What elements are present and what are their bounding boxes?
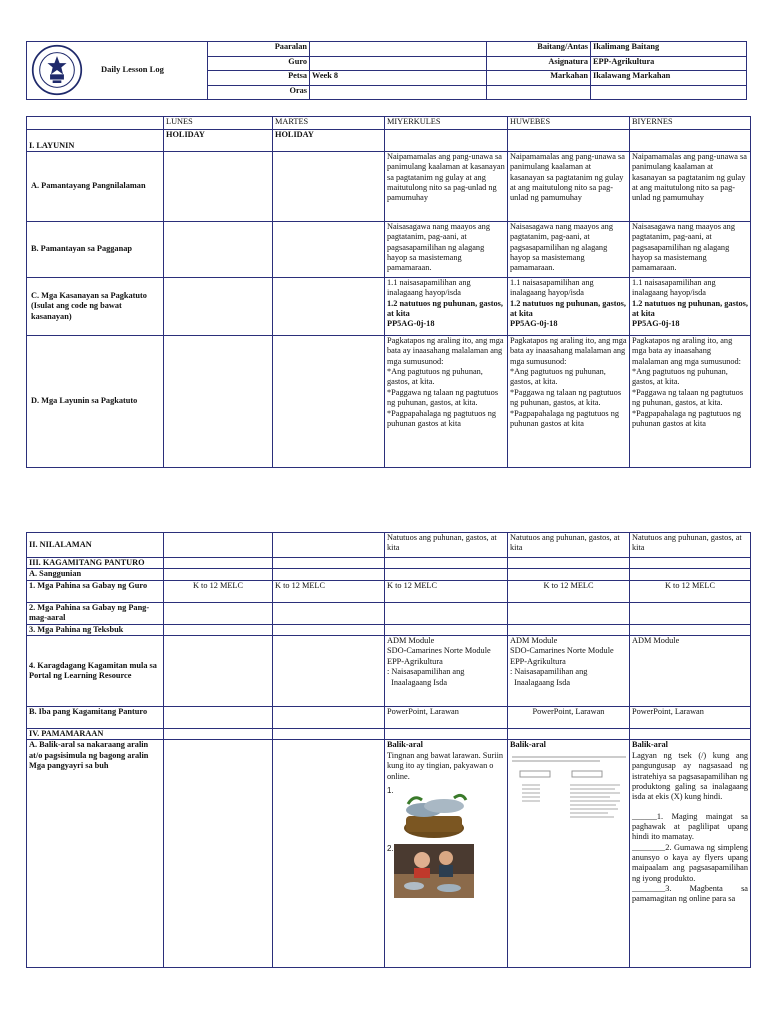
resource-line: ADM Module xyxy=(510,636,558,646)
checklist-item: ______1. Maging maingat sa paghawak at paglilipat upang hindi ito mamatay. xyxy=(632,811,748,842)
empty-cell xyxy=(385,602,508,624)
layunin-line: *Ang pagtutuos ng puhunan, gastos, at kita. xyxy=(510,367,606,387)
value-markahan: Ikalawang Markahan xyxy=(591,71,747,86)
kasanayan-fri xyxy=(630,278,751,336)
kagamitan-label: III. KAGAMITANG PANTURO xyxy=(27,558,164,569)
empty-cell xyxy=(630,602,751,624)
pangnilalaman-text-wed: Naipamamalas ang pang-unawa sa panimulang kaalaman at kasanayan sa pagtatanim ng gulay at ang maitutulong nito sa pag-unlad ng pamumuhay xyxy=(385,152,508,222)
kasanayan-line: 1.1 naisasapamilihan ang inalagaang hayop/isda xyxy=(387,278,471,298)
label-oras: Oras xyxy=(208,85,310,100)
kasanayan-line: 1.1 naisasapamilihan ang inalagaang hayop/isda xyxy=(632,278,716,298)
figure-2-number: 2. xyxy=(387,843,394,853)
empty-cell xyxy=(385,558,508,569)
empty-cell xyxy=(273,336,385,468)
nilalaman-label: II. NILALAMAN xyxy=(27,533,164,558)
label-empty xyxy=(487,85,591,100)
logo-cell xyxy=(27,42,208,100)
holiday-martes: HOLIDAY xyxy=(273,130,385,152)
kasanayan-line: 1.2 natutuos ng puhunan, gastos, at kita xyxy=(632,298,748,319)
pagganap-text-wed: Naisasagawa nang maayos ang pagtatanim, pag-aani, at pagsasapamilihan ng alagang hayop sa masistemang pamamaraan. xyxy=(385,222,508,278)
empty-cell xyxy=(385,729,508,740)
layunin-heading: I. LAYUNIN xyxy=(27,130,164,152)
kasanayan-code: PP5AG-0j-18 xyxy=(632,319,680,329)
balik-aral-heading: Balik-aral xyxy=(632,740,668,750)
empty-cell xyxy=(164,533,273,558)
empty-cell xyxy=(273,533,385,558)
label-baitang: Baitang/Antas xyxy=(487,42,591,57)
corner-cell xyxy=(27,117,164,130)
fish-basket-image xyxy=(394,786,474,840)
nilalaman-fri: Natutuos ang puhunan, gastos, at kita xyxy=(630,533,751,558)
empty-cell xyxy=(164,707,273,729)
day-header-huwebes: HUWEBES xyxy=(508,117,630,130)
empty-cell xyxy=(164,278,273,336)
empty-cell xyxy=(385,569,508,580)
layunin-table xyxy=(26,116,751,468)
sanggunian-label: A. Sanggunian xyxy=(27,569,164,580)
empty-cell xyxy=(508,624,630,635)
learning-resource-label: 4. Karagdagang Kagamitan mula sa Portal ng Learning Resource xyxy=(27,636,164,707)
kasanayan-line: 1.2 natutuos ng puhunan, gastos, at kita xyxy=(387,298,503,319)
resource-line: ADM Module xyxy=(387,636,435,646)
empty-cell xyxy=(630,558,751,569)
melc-lunes: K to 12 MELC xyxy=(164,580,273,602)
pagganap-text-thu: Naisasagawa nang maayos ang pagtatanim, pag-aani, at pagsasapamilihan ng alagang hayop sa masistemang pamamaraan. xyxy=(508,222,630,278)
empty-cell xyxy=(273,740,385,968)
layunin-line: *Paggawa ng talaan ng pagtutuos ng puhunan, gastos, at kita. xyxy=(632,387,744,408)
label-guro: Guro xyxy=(208,56,310,71)
document-title: Daily Lesson Log xyxy=(101,64,164,74)
label-paaralan: Paaralan xyxy=(208,42,310,57)
empty-cell xyxy=(508,569,630,580)
balik-aral-label xyxy=(27,740,164,968)
layunin-line: *Ang pagtutuos ng puhunan, gastos, at kita. xyxy=(387,367,483,387)
resource-line: SDO-Camarines Norte Module xyxy=(387,646,491,656)
figure-1 xyxy=(387,786,505,840)
resource-line: Inaalagaang Isda xyxy=(387,677,448,687)
layunin-thu xyxy=(508,336,630,468)
gabay-guro-label: 1. Mga Pahina sa Gabay ng Guro xyxy=(27,580,164,602)
empty-cell xyxy=(630,569,751,580)
empty-cell xyxy=(164,336,273,468)
melc-fri: K to 12 MELC xyxy=(630,580,751,602)
resource-thu xyxy=(508,636,630,707)
empty-cell xyxy=(273,558,385,569)
balik-aral-instruction: Tingnan ang bawat larawan. Suriin kung ito ay tingian, pakyawan o online. xyxy=(387,750,504,781)
kasanayan-label: C. Mga Kasanayan sa Pagkatuto (Isulat ang code ng bawat kasanayan) xyxy=(27,278,164,336)
nilalaman-wed: Natutuos ang puhunan, gastos, at kita xyxy=(385,533,508,558)
layunin-line: Pagkatapos ng araling ito, ang mga bata ay inaasahang malalaman ang mga sumusunod: xyxy=(387,336,504,366)
label-asignatura: Asignatura xyxy=(487,56,591,71)
resource-line: : Naisasapamilihan ang xyxy=(510,667,588,677)
value-paaralan xyxy=(310,42,487,57)
empty-cell xyxy=(164,152,273,222)
day-header-miyerkules: MIYERKULES xyxy=(385,117,508,130)
resource-wed xyxy=(385,636,508,707)
kagamitan-fri: PowerPoint, Larawan xyxy=(630,707,751,729)
layunin-line: *Pagpapahalaga ng pagtutuos ng puhunan gastos at kita xyxy=(387,408,496,428)
layunin-line: *Paggawa ng talaan ng pagtutuos ng puhunan, gastos, at kita. xyxy=(510,387,622,408)
melc-wed: K to 12 MELC xyxy=(385,580,508,602)
balik-aral-fri xyxy=(630,740,751,968)
empty-cell xyxy=(164,569,273,580)
layunin-line: *Paggawa ng talaan ng pagtutuos ng puhunan, gastos, at kita. xyxy=(387,387,499,408)
kagamitan-thu: PowerPoint, Larawan xyxy=(508,707,630,729)
empty-cell xyxy=(273,624,385,635)
label-petsa: Petsa xyxy=(208,71,310,86)
empty-cell xyxy=(273,569,385,580)
empty-cell xyxy=(630,624,751,635)
pangnilalaman-text-thu: Naipamamalas ang pang-unawa sa panimulang kaalaman at kasanayan sa pagtatanim ng gulay at ang maitutulong nito sa pag-unlad ng pamumuhay xyxy=(508,152,630,222)
teksbuk-label: 3. Mga Pahina ng Teksbuk xyxy=(27,624,164,635)
kagamitan-wed: PowerPoint, Larawan xyxy=(385,707,508,729)
figure-2 xyxy=(387,844,505,898)
value-baitang: Ikalimang Baitang xyxy=(591,42,747,57)
kasanayan-wed xyxy=(385,278,508,336)
checklist-item: ________2. Gumawa ng simpleng anunsyo o kaya ay flyers upang maipaalam ang pagsasapamilihan ng iyong produkto. xyxy=(632,842,748,883)
empty-cell xyxy=(164,636,273,707)
layunin-line: Pagkatapos ng araling ito, ang mga bata ay inaasahang malalaman ang mga sumusunod: xyxy=(632,336,741,366)
figure-1-number: 1. xyxy=(387,785,394,795)
resource-fri: ADM Module xyxy=(630,636,751,707)
layunin-line: *Pagpapahalaga ng pagtutuos ng puhunan gastos at kita xyxy=(632,408,741,428)
empty-cell xyxy=(385,130,508,152)
day-header-lunes: LUNES xyxy=(164,117,273,130)
pamantayan-pagganap-label: B. Pamantayan sa Pagganap xyxy=(27,222,164,278)
checklist-instruction: Lagyan ng tsek (/) kung ang pangungusap ay nagsasaad ng istratehiya sa pagsasapamilihan ng produktong galing sa inalagaang isda at ekis (X) kung hindi. xyxy=(632,750,748,802)
nilalaman-thu: Natutuos ang puhunan, gastos, at kita xyxy=(508,533,630,558)
melc-thu: K to 12 MELC xyxy=(508,580,630,602)
balik-aral-heading: Balik-aral xyxy=(510,740,546,750)
empty-cell xyxy=(630,729,751,740)
pangnilalaman-text-fri: Naipamamalas ang pang-unawa sa panimulang kaalaman at kasanayan sa pagtatanim ng gulay at ang maitutulong nito sa pag-unlad ng pamumuhay xyxy=(630,152,751,222)
nilalaman-table xyxy=(26,532,751,968)
empty-cell xyxy=(273,707,385,729)
value-empty xyxy=(591,85,747,100)
kasanayan-code: PP5AG-0j-18 xyxy=(510,319,558,329)
empty-cell xyxy=(164,740,273,968)
layunin-line: Pagkatapos ng araling ito, ang mga bata ay inaasahang malalaman ang mga sumusunod: xyxy=(510,336,627,366)
iba-pang-kagamitan-label: B. Iba pang Kagamitang Panturo xyxy=(27,707,164,729)
value-guro xyxy=(310,56,487,71)
kasanayan-line: 1.2 natutuos ng puhunan, gastos, at kita xyxy=(510,298,626,319)
empty-cell xyxy=(508,602,630,624)
checklist-item: ________3. Magbenta sa pamamagitan ng online para sa xyxy=(632,884,748,904)
value-asignatura: EPP-Agrikultura xyxy=(591,56,747,71)
empty-cell xyxy=(273,278,385,336)
resource-line: EPP-Agrikultura xyxy=(510,656,566,666)
empty-cell xyxy=(630,130,751,152)
balik-aral-label-line: A. Balik-aral sa nakaraang aralin at/o pagsisimula ng bagong aralin xyxy=(29,740,149,760)
day-header-martes: MARTES xyxy=(273,117,385,130)
layunin-wed xyxy=(385,336,508,468)
empty-cell xyxy=(273,152,385,222)
empty-cell xyxy=(164,624,273,635)
resource-line: : Naisasapamilihan ang xyxy=(387,667,465,677)
resource-line: EPP-Agrikultura xyxy=(387,656,443,666)
pamantayang-pangnilalaman-label: A. Pamantayang Pangnilalaman xyxy=(27,152,164,222)
kasanayan-thu xyxy=(508,278,630,336)
layunin-pagkatuto-label: D. Mga Layunin sa Pagkatuto xyxy=(27,336,164,468)
empty-cell xyxy=(273,729,385,740)
empty-cell xyxy=(273,222,385,278)
value-oras xyxy=(310,85,487,100)
holiday-lunes: HOLIDAY xyxy=(164,130,273,152)
pagganap-text-fri: Naisasagawa nang maayos ang pagtatanim, pag-aani, at pagsasapamilihan ng alagang hayop sa masistemang pamamaraan. xyxy=(630,222,751,278)
gabay-mag-aaral-label: 2. Mga Pahina sa Gabay ng Pang-mag-aaral xyxy=(27,602,164,624)
day-header-biyernes: BIYERNES xyxy=(630,117,751,130)
empty-cell xyxy=(164,729,273,740)
pamamaraan-label: IV. PAMAMARAAN xyxy=(27,729,164,740)
deped-seal-icon xyxy=(31,44,83,96)
empty-cell xyxy=(164,558,273,569)
layunin-fri xyxy=(630,336,751,468)
empty-cell xyxy=(273,602,385,624)
empty-cell xyxy=(385,624,508,635)
empty-cell xyxy=(164,602,273,624)
resource-line: SDO-Camarines Norte Module xyxy=(510,646,614,656)
balik-aral-thu xyxy=(508,740,630,968)
empty-cell xyxy=(508,729,630,740)
kasanayan-code: PP5AG-0j-18 xyxy=(387,319,435,329)
resource-line: Inaalagaang Isda xyxy=(510,677,571,687)
value-petsa: Week 8 xyxy=(310,71,487,86)
header-table xyxy=(26,41,747,100)
empty-cell xyxy=(508,130,630,152)
layunin-line: *Pagpapahalaga ng pagtutuos ng puhunan gastos at kita xyxy=(510,408,619,428)
worksheet-thumbnail-image xyxy=(510,753,628,848)
fish-market-image xyxy=(394,844,474,898)
balik-aral-heading: Balik-aral xyxy=(387,740,423,750)
empty-cell xyxy=(273,636,385,707)
melc-martes: K to 12 MELC xyxy=(273,580,385,602)
empty-cell xyxy=(508,558,630,569)
kasanayan-line: 1.1 naisasapamilihan ang inalagaang hayop/isda xyxy=(510,278,594,298)
label-markahan: Markahan xyxy=(487,71,591,86)
balik-aral-label-line: Mga pangyayri sa buh xyxy=(29,761,109,771)
balik-aral-wed xyxy=(385,740,508,968)
empty-cell xyxy=(164,222,273,278)
layunin-line: *Ang pagtutuos ng puhunan, gastos, at kita. xyxy=(632,367,728,387)
